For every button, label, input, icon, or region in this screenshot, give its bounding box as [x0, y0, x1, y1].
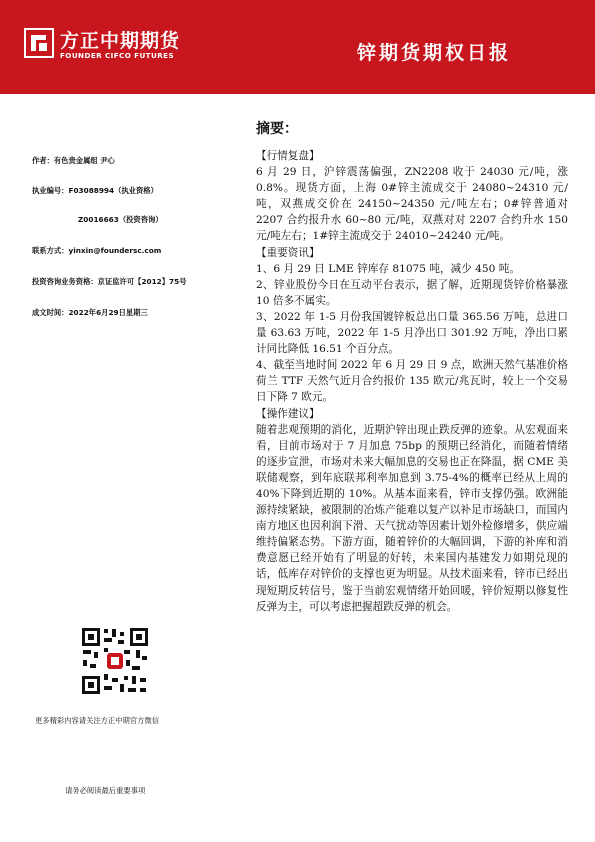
contact-line: 联系方式：yinxin@foundersc.com [32, 246, 162, 255]
date-line: 成文时间：2022年6月29日星期三 [32, 308, 148, 317]
author-line: 作者：有色贵金属组 尹心 [32, 156, 115, 165]
summary-content [256, 148, 568, 615]
qr-caption: 更多精彩内容请关注方正中期官方微信 [35, 716, 160, 725]
company-logo [24, 24, 184, 66]
footer-note: 请务必阅读最后重要事项 [65, 786, 146, 795]
license-line-1: 执业编号：F03088994（执业资格） [32, 186, 158, 195]
qr-code-icon [80, 626, 150, 696]
report-title: 锌期货期权日报 [356, 42, 511, 64]
license-line-2: Z0016663（投资咨询） [78, 215, 163, 224]
qualification-line: 投资咨询业务资格：京证监许可【2012】75号 [32, 277, 187, 286]
logo-text-en: FOUNDER CIFCO FUTURES [60, 51, 175, 60]
news-item: 3、2022 年 1-5 月份我国镀锌板总出口量 365.56 万吨，总进口量 63.63 万吨，2022 年 1-5 月净出口 301.92 万吨，净出口累计同比降低 16.51 个百分点。 [256, 310, 568, 356]
section-heading-market-review: 【行情复盘】 [256, 150, 320, 162]
section-heading-advice: 【操作建议】 [256, 407, 320, 420]
logo-mark-icon [24, 28, 54, 58]
news-item: 4、截至当地时间 2022 年 6 月 29 日 9 点，欧洲天然气基准价格荷兰 TTF 天然气近月合约报价 135 欧元/兆瓦时，较上一个交易日下降 7 欧元。 [256, 359, 568, 404]
news-item: 1、6 月 29 日 LME 锌库存 81075 吨，减少 450 吨。 [256, 262, 520, 275]
news-item: 2、锌业股份今日在互动平台表示，据了解，近期现货锌价格暴涨 10 倍多不属实。 [256, 278, 568, 307]
market-review-text: 6 月 29 日，沪锌震荡偏强，ZN2208 收于 24030 元/吨，涨 0.8%。现货方面，上海 0#锌主流成交于 24080~24310 元/吨，双燕成交价在 24150~24350 元/吨左右；0#锌普通对 2207 合约报升水 60~80 元/吨，双燕对对 2207 合约升水 150 元/吨左右；1#锌主流成交于 24010~24240 元/吨。 [256, 166, 568, 243]
section-heading-news: 【重要资讯】 [256, 246, 320, 259]
logo-text-cn: 方正中期期货 [60, 30, 181, 52]
header-bar [0, 0, 595, 94]
summary-title: 摘要： [256, 121, 298, 137]
advice-text: 随着悲观预期的消化，近期沪锌出现止跌反弹的迹象。从宏观面来看，目前市场对于 7 月加息 75bp 的预期已经消化，而随着情绪的逐步宣泄，市场对未来大幅加息的交易也正在降温，据 CME 美联储观察，到年底联邦利率加息到 3.75-4%的概率已经从上周的 40%下降到近期的 10%。从基本面来看，锌市支撑仍强。欧洲能源持续紧缺，被限制的冶炼产能难以复产以补足市场缺口，而国内南方地区也因利润下滑、天气扰动等因素计划外检修增多，供应端维持偏紧态势。下游方面，随着锌价的大幅回调，下游的补库和消费意愿已经开始有了明显的好转，未来国内基建发力如期兑现的话，低库存对锌价的支撑也更为明显。从技术面来看，锌市已经出现短期反转信号，鉴于当前宏观情绪开始回暖，锌价短期以修复性反弹为主，可以考虑把握超跌反弹的机会。 [256, 423, 568, 613]
